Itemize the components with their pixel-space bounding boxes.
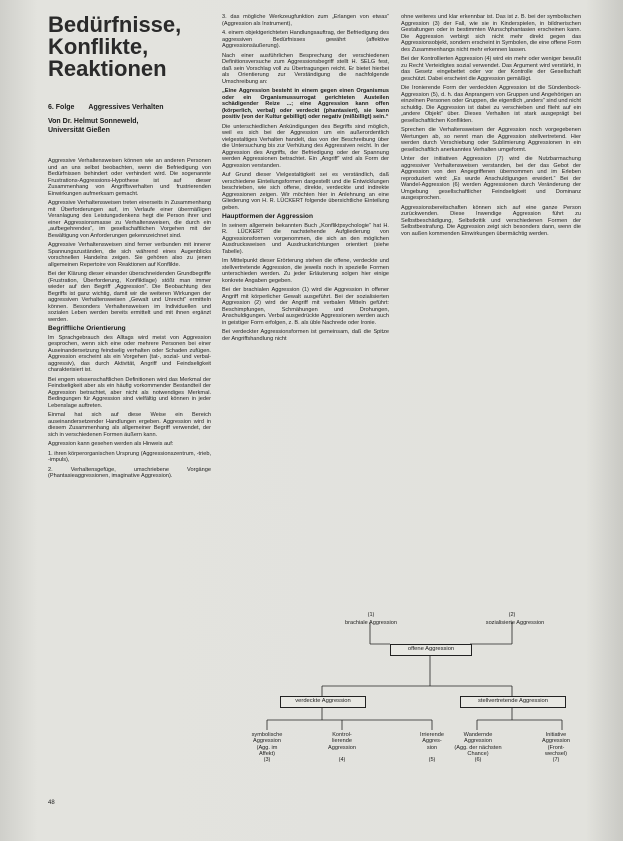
paragraph: Aggressionsbereitschaften können sich auf eine ganze Person zurückwenden. Diese Inwendige Aggression führt zu Selbstbeschädigung, Selbstkritik und verschiedenen Formen der Selbstbestrafung. Die Aggression zeigt sich besonders dann, wenn die von außen kommenden Einwirkungen übermächtig werden. <box>401 204 581 237</box>
author-name: Von Dr. Helmut Sonneweld, <box>48 118 139 125</box>
paragraph: Aggressive Verhaltensweisen treten einerseits in Zusammenhang mit Überforderungen auf, im Verlaufe einer übermäßigen Veranlagung des Leistungsdenkens hegt die Person ihrer und einer Aggressionsmasse zu Verhaltensweisen, die durch ein „aufbegehrendes“, im gesellschaftlichen Vorgehen mit der Bewältigung von Anforderungen gekennzeichnet sind. <box>48 200 211 239</box>
diagram-node-1-label: brachiale Aggression <box>345 620 397 626</box>
paragraph: Im Mittelpunkt dieser Erörterung stehen die offene, verdeckte und stellvertretende Aggression, die jeweils noch in spezielle Formen unterschieden werden. Zu jeder Erläuterung solgen hier einige konkrete Angaben gegeben. <box>222 258 389 284</box>
leaf-line: Chance) <box>467 750 489 757</box>
text-column-3 <box>401 14 581 240</box>
paragraph: Die unterschiedlichen Ankündigungen des Begriffs sind möglich, weil es sich bei der Aggression um ein außerordentlich vielgestaltiges Verhalten handelt, das von der Beschreibung über die Untersuchung bis zur Verhütung des Aggressiven reicht. In der Aggression des Angriffs, der Befriedigung oder der Spannung werden Aggressionen betrachtet. Ein „Angriff“ wird als Form der Aggression verstanden. <box>222 123 389 169</box>
leaf-line: sion <box>426 744 438 751</box>
paragraph: Bei der Kontrollierten Aggression (4) wird ein mehr oder weniger bewußt zu Recht Verteidigtes sozial verwendet. Das Argument wird verstärkt, in das Gesetz eingebettet oder vor der Kontrolle der Gesellschaft geschützt. Dabei erscheint die Aggression gemäßigt. <box>401 56 581 82</box>
page-number: 48 <box>48 800 55 806</box>
leaf-line: Aggression <box>542 738 570 745</box>
leaf-number: (6) <box>474 757 482 764</box>
title-line: Konflikte, <box>48 34 149 59</box>
diagram-node-2-label: sozialisierte Aggression <box>485 620 545 626</box>
paragraph: Sprechen die Verhaltensweisen der Aggression noch vorgegebenen Wertungen ab, so nennt man die Aggression stellvertretend. Hier werden durch Verschiebung oder Sublimierung Aggressionen in ein gesellschaftlich anerkanntes Verhalten umgeformt. <box>401 127 581 153</box>
leaf-line: Affekt) <box>258 750 276 757</box>
series-part: 6. Folge <box>48 104 75 111</box>
section-heading: Hauptformen der Aggression <box>222 213 313 220</box>
series-line <box>48 104 164 111</box>
leaf-number: (7) <box>552 757 560 764</box>
leaf-line: Aggres- <box>422 738 442 745</box>
diagram-box-offene: offene Aggression <box>390 644 472 656</box>
diagram-box-verdeckte: verdeckte Aggression <box>280 696 366 708</box>
leaf-line: Kontrol- <box>332 732 352 738</box>
definition-quote: „Eine Aggression besteht in einem gegen einen Organismus oder ein Organismussurrogat gerichteten Austeilen schädigender Reize ...; eine Aggression kann offen (körperlich, verbal) oder verdeckt (phantasiert), sie kann positiv (von der Kultur gebilligt) oder negativ (mißbilligt) sein.“ <box>222 88 389 120</box>
paragraph: Auf Grund dieser Vielgestaltigkeit sei es verständlich, daß verschiedene Einteilungsformen dargestellt und die Entwicklungen beschrieben, wie sich offene, direkte, verdeckte und indirekte Aggressionen zeigen. Wir möchten hier in Anlehnung an eine Gliederung von H. R. LÜCKERT folgende übersichtliche Einteilung geben. <box>222 172 389 211</box>
leaf-line: (Front- <box>547 744 565 751</box>
paragraph: Bei engem wissenschaftlichen Definitionen wird das Merkmal der Feindseligkeit aber als ein häufig vorkommender Bestandteil der Aggression betrachtet, aber nicht als notwendiges Merkmal. Bedingungen für Aggression sind vielfältig und können in jeder Lebenslage auftreten. <box>48 376 211 409</box>
leaf-line: Aggression <box>253 738 281 745</box>
diagram-leaf-3 <box>237 732 297 763</box>
diagram-box-stellvertretende: stellvertretende Aggression <box>460 696 566 708</box>
paragraph: Aggressive Verhaltensweisen können wie an anderen Personen und an uns selbst beobachten, wenn die Befriedigung von Bedürfnissen behindert oder verhindert wird. Die sogenannte Frustrations-Aggressions-Hypothese ist auf dieser Zusammenhang von Angriffsverhalten und frustrierenden Einwirkungen aufmerksam gemacht. <box>48 158 211 197</box>
title-line: Bedürfnisse, <box>48 12 182 37</box>
leaf-line: symbolische <box>251 732 283 738</box>
aggression-forms-diagram <box>222 612 581 802</box>
leaf-number: (5) <box>428 756 436 763</box>
leaf-line: Wandernde <box>463 732 493 738</box>
paragraph: Die Ironierende Form der verdeckten Aggression ist die Sündenbock-Aggression (5), d. h. das Anprangern von Gruppen und Angehörigen an einzelnen Personen oder Gruppen, die eigentlich „anders“ sind und nicht schuldig. Die Aggression ist dabei zu verschieben und flieht auf ein „andere Objekt“ über. Dieses Verhalten ist stark ausgeprägt bei gesellschaftlichen Konflikten. <box>401 85 581 124</box>
diagram-node-2-number: (2) <box>508 612 516 618</box>
leaf-line: (Agg. der nächsten <box>454 744 502 751</box>
leaf-line: Aggression <box>328 744 356 751</box>
author-byline <box>48 118 213 135</box>
leaf-line: wechsel) <box>544 750 568 757</box>
list-item: 3. das mögliche Werkzeugfunktion zum „Erlangen von etwas“ (Aggression als Instrument), <box>222 14 389 27</box>
leaf-line: (Agg. im <box>256 744 278 751</box>
diagram-leaf-7 <box>532 732 580 763</box>
diagram-leaf-6 <box>444 732 512 763</box>
series-topic: Aggressives Verhalten <box>88 104 164 111</box>
leaf-number: (4) <box>338 756 346 763</box>
paragraph: ohne weiteres und klar erkennbar ist. Das ist z. B. bei der symbolischen Aggression (3) der Fall, wie sie in Kinderspielen, in bildnerischen Gestaltungen oder in bestimmten Wunschphantasien erscheinen kann. Die Aggression verbirgt sich nicht mehr direkt gegen das Aggressionsobjekt, sondern erscheint in Symbolen, die eine offene Form des Zusammenhangs nicht mehr erkennen lassen. <box>401 14 581 53</box>
title-line: Reaktionen <box>48 56 167 81</box>
author-affiliation: Universität Gießen <box>48 126 110 134</box>
paragraph: Aggressive Verhaltensweisen sind ferner verbunden mit innerer Spannungszuständen, die sich während eines Augenblicks vorschnellen Handelns zeigen. Sie gehören also zu jenen allgemeinen Repertoire von Reaktionen auf Konflikte. <box>48 242 211 268</box>
paragraph: Bei der Klärung dieser einander überschneidenden Grundbegriffe (Frustration, Überforderung, Konfliktlage) stößt man immer wieder auf den Begriff „Aggression“. Die Beobachtung des Begriffs ist ganz wichtig, damit wir die weiteren Wirkungen der aggressiven Verhaltensweisen „Gewalt und Unrecht“ ermitteln können. Besonders Verhaltensweisen im Individuellen und sozialen Leben werden bereits ermittelt und mit ihnen ergänzt werden. <box>48 271 211 323</box>
paragraph: Einmal hat sich auf diese Weise ein Bereich auseinandersetzender Handlungen ergeben. Aggression wird in diesem Zusammenhang als allgemeiner Begriff verwendet, der sich in verschiedenen Formen äußern kann. <box>48 412 211 438</box>
list-item: 1. ihren körperorganischen Ursprung (Aggressionszentrum, -trieb, -impuls), <box>48 450 211 463</box>
diagram-node-1-number: (1) <box>367 612 375 618</box>
paragraph: In seinem allgemein bekannten Buch „Konfliktpsychologie“ hat H. R. LÜCKERT die nachstehende Aufgliederung von Aggressionsformen vorgenommen, die sich an den möglichen Ausdrucksweisen und Ausdrucksrichtungen orientiert (siehe Tabelle). <box>222 222 389 255</box>
leaf-line: Initiative <box>545 732 567 738</box>
paragraph: Im Sprachgebrauch des Alltags wird meist von Aggression gesprochen, wenn sich eine oder mehrere Personen bei einer Auseinandersetzung feindselig verhalten oder Schaden zufügen. Aggression erscheint als ein Vorgehen (tat-, sozial- und verbal-aggressiv), das durch Aktivität, Angriff und Feindseligkeit charakterisiert ist. <box>48 334 211 373</box>
article-title <box>48 14 213 80</box>
diagram-leaf-4 <box>314 732 370 763</box>
list-item: 4. einem objektgerichteten Handlungsauftrag, der Befriedigung des aggressiven Bedürfnisses gewährt (affektive Aggressionsäußerung). <box>222 30 389 49</box>
paragraph: Bei verdeckter Aggressionsformen ist gemeinsam, daß die Spitze der Angriffshandlung nicht <box>222 329 389 342</box>
leaf-number: (3) <box>263 757 271 764</box>
paragraph: Bei der brachialen Aggression (1) wird die Aggression in offener Angriff mit körperlicher Gewalt ausgeführt. Bei der sozialisierten Aggression (2) wird der Angriff mit verbalen Mitteln geführt: Beschimpfungen, Schmähungen und Drohungen, Anschuldigungen. Verbal ausgedrückte Aggressionen werden auch in geistiger Form erfolgen, z. B. als üble Nachrede oder Ironie. <box>222 287 389 326</box>
paragraph: Nach einer ausführlichen Besprechung der verschiedenen Definitionsversuche zum Aggressionsbegriff stellt H. SELG fest, daß sein Vorschlag voll zu Übertragungen reicht. Er bietet hierbei als Orientierung zur Verständigung die nachfolgende Umschreibung an: <box>222 52 389 85</box>
paragraph: Aggression kann gesehen werden als Hinweis auf: <box>48 441 174 447</box>
leaf-line: Irrierende <box>420 732 444 738</box>
leaf-line: lierende <box>332 738 352 745</box>
text-column-2 <box>222 14 389 345</box>
list-item: 2. Verhaltensgefüge, umschriebene Vorgänge (Phantasieaggressionen, imaginative Aggression). <box>48 466 211 479</box>
text-column-1 <box>48 158 211 483</box>
leaf-line: Aggression <box>464 738 492 745</box>
paragraph: Unter der initiativen Aggression (7) wird die Nutzbarmachung aggressiver Verhaltensweisen verstanden, bei der das Gebot der Aggression von den Angegriffenen übernommen und im Erleben reproduziert wird: „Es wurde Anschuldigungen erwidert.“ Bei der Wandel-Aggression (6) werden Aggressionen durch Veränderung der Umgebung gesellschaftlicher Feindseligkeit und Dominanz ausgesprochen. <box>401 156 581 201</box>
section-heading: Begriffliche Orientierung <box>48 325 126 332</box>
